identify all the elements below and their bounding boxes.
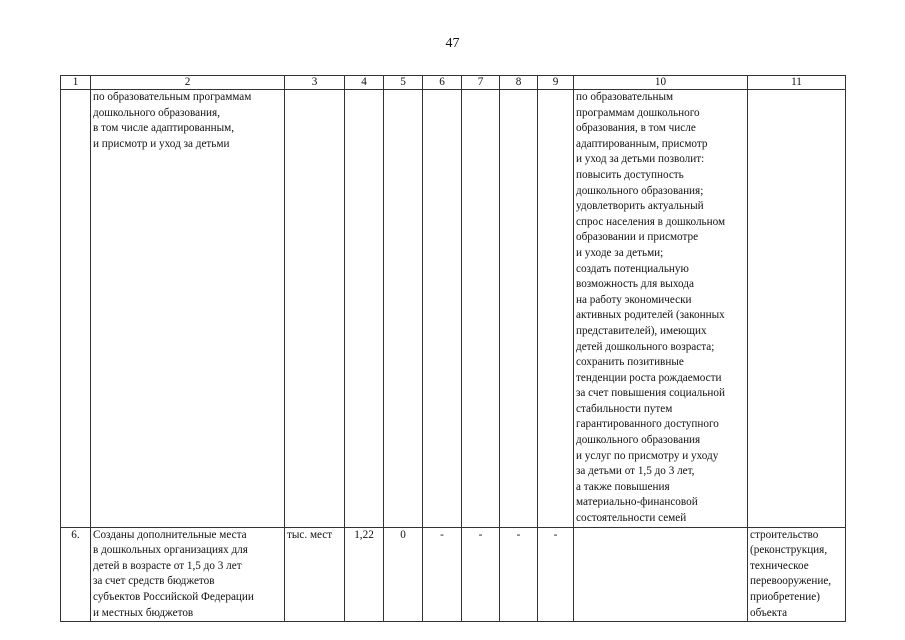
text-line: стабильности путем [576, 402, 673, 415]
text-line: на работу экономически [576, 293, 692, 306]
cell-value: - [423, 527, 462, 622]
table-row [61, 90, 846, 528]
cell-value [384, 90, 423, 528]
text-line: по образовательным [576, 91, 674, 103]
column-header-1: 1 [61, 76, 91, 90]
text-line: состоятельности семей [576, 512, 687, 525]
cell-value: - [500, 527, 538, 622]
text-line: техническое [750, 559, 809, 572]
text-line: образовании и присмотре [576, 231, 699, 244]
text-line: детей в возрасте от 1,5 до 3 лет [93, 559, 242, 572]
text-line: и уход за детьми позволит: [576, 153, 705, 166]
cell-unit [285, 90, 345, 528]
cell-value: 0 [384, 527, 423, 622]
cell-value [462, 90, 500, 528]
text-line: в том числе адаптированным, [93, 122, 234, 135]
text-line: спрос населения в дошкольном [576, 215, 726, 228]
cell-value [423, 90, 462, 528]
cell-characteristic [574, 90, 748, 528]
measures-table [60, 75, 846, 622]
column-header-5: 5 [384, 76, 423, 90]
text-line: Созданы дополнительные места [93, 528, 247, 541]
text-line: дошкольного образования, [93, 106, 220, 119]
text-line: и уходе за детьми; [576, 246, 664, 259]
cell-value [538, 90, 574, 528]
cell-unit: тыс. мест [285, 527, 345, 622]
cell-characteristic [574, 527, 748, 622]
cell-value: - [538, 527, 574, 622]
text-line: создать потенциальную [576, 262, 689, 275]
column-header-9: 9 [538, 76, 574, 90]
text-line: адаптированным, присмотр [576, 137, 708, 150]
cell-number [61, 90, 91, 528]
cell-activity-type [748, 527, 846, 622]
column-header-6: 6 [423, 76, 462, 90]
column-header-11: 11 [748, 76, 846, 90]
text-line: и присмотр и уход за детьми [93, 137, 230, 150]
text-line: перевооружение, [750, 575, 832, 588]
text-line: удовлетворить актуальный [576, 200, 704, 213]
page-number: 47 [445, 36, 460, 51]
column-header-3: 3 [285, 76, 345, 90]
text-line: дошкольного образования [576, 434, 701, 447]
text-line: программам дошкольного [576, 106, 700, 119]
text-line: гарантированного доступного [576, 418, 719, 431]
text-line: за счет средств бюджетов [93, 575, 215, 588]
table-row [61, 527, 846, 622]
cell-value: 1,22 [345, 527, 384, 622]
column-header-4: 4 [345, 76, 384, 90]
text-line: повысить доступность [576, 168, 684, 181]
text-line: дошкольного образования; [576, 184, 704, 197]
cell-result-name [91, 90, 285, 528]
text-line: представителей), имеющих [576, 324, 707, 337]
text-line: и услуг по присмотру и уходу [576, 449, 719, 462]
text-line: тенденции роста рождаемости [576, 371, 722, 384]
text-line: активных родителей (законных [576, 309, 725, 322]
text-line: за детьми от 1,5 до 3 лет, [576, 465, 695, 478]
column-header-2: 2 [91, 76, 285, 90]
text-line: субъектов Российской Федерации [93, 591, 254, 603]
text-line: (реконструкция, [750, 544, 828, 557]
column-header-10: 10 [574, 76, 748, 90]
text-line: материально-финансовой [576, 496, 698, 509]
text-line: объекта [750, 606, 788, 619]
text-line: в дошкольных организациях для [93, 544, 248, 557]
cell-value: - [462, 527, 500, 622]
cell-number: 6. [61, 527, 91, 622]
column-header-8: 8 [500, 76, 538, 90]
text-line: возможность для выхода [576, 278, 694, 291]
text-line: строительство [750, 528, 819, 541]
text-line: за счет повышения социальной [576, 387, 725, 400]
text-line: образования, в том числе [576, 122, 696, 135]
text-line: и местных бюджетов [93, 606, 194, 619]
text-line: приобретение) [750, 591, 820, 603]
cell-value [500, 90, 538, 528]
text-line: по образовательным программам [93, 91, 252, 103]
column-number-row [61, 76, 846, 90]
cell-result-name [91, 527, 285, 622]
column-header-7: 7 [462, 76, 500, 90]
cell-activity-type [748, 90, 846, 528]
text-line: сохранить позитивные [576, 356, 684, 369]
text-line: детей дошкольного возраста; [576, 340, 715, 353]
text-line: а также повышения [576, 480, 670, 493]
cell-value [345, 90, 384, 528]
